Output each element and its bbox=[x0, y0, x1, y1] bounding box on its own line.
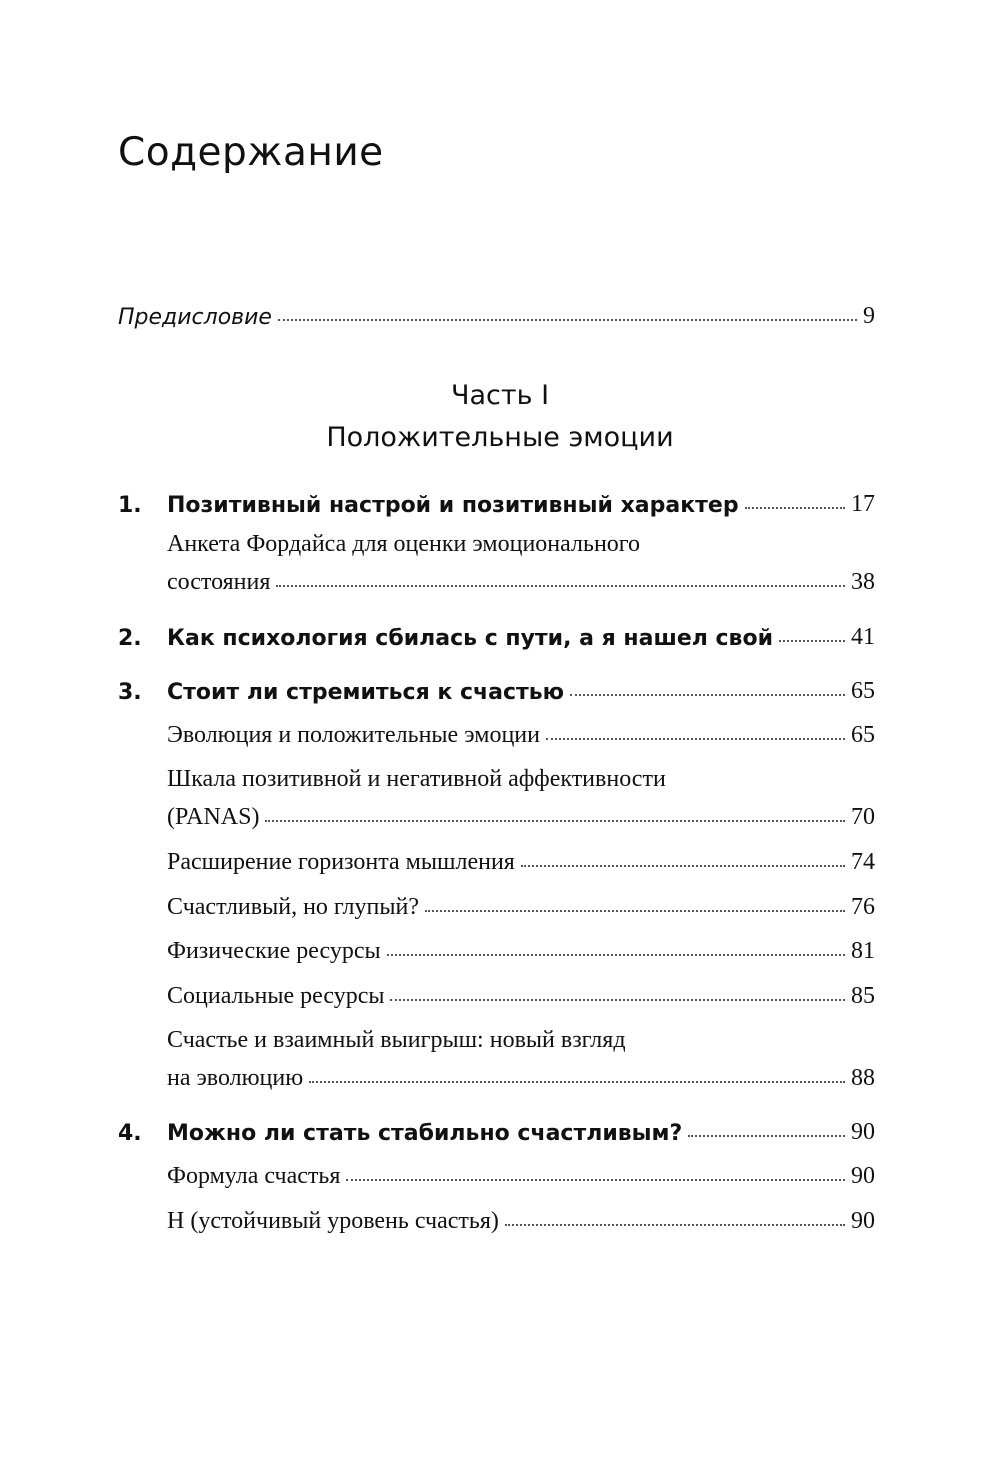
dot-leader bbox=[278, 319, 857, 321]
toc-page-number: 9 bbox=[863, 303, 875, 329]
toc-page-number: 90 bbox=[851, 1119, 875, 1145]
toc-page-number: 90 bbox=[851, 1208, 875, 1234]
toc-chapter-4[interactable] bbox=[0, 1106, 1000, 1146]
toc-page-number: 65 bbox=[851, 678, 875, 704]
section-title: Н (устойчивый уровень счастья) bbox=[167, 1208, 499, 1234]
toc-page-number: 76 bbox=[851, 894, 875, 920]
toc-section-line[interactable] bbox=[0, 1014, 1000, 1054]
toc-section[interactable] bbox=[0, 791, 1000, 831]
toc-section[interactable] bbox=[0, 970, 1000, 1010]
toc-section[interactable] bbox=[0, 925, 1000, 965]
toc-entry-preface[interactable] bbox=[0, 290, 1000, 330]
section-title: (PANAS) bbox=[167, 804, 260, 830]
toc-page-number: 74 bbox=[851, 849, 875, 875]
toc-section-line[interactable] bbox=[0, 518, 1000, 558]
chapter-title: Стоит ли стремиться к счастью bbox=[167, 680, 565, 705]
toc-chapter-2[interactable] bbox=[0, 611, 1000, 651]
section-title: Эволюция и положительные эмоции bbox=[167, 722, 540, 748]
toc-section[interactable] bbox=[0, 1150, 1000, 1190]
section-title: состояния bbox=[167, 569, 271, 595]
section-title: на эволюцию bbox=[167, 1065, 304, 1091]
toc-section-line[interactable] bbox=[0, 753, 1000, 793]
toc-section[interactable] bbox=[0, 881, 1000, 921]
dot-leader bbox=[570, 694, 845, 696]
dot-leader bbox=[688, 1135, 845, 1137]
toc-page-number: 81 bbox=[851, 938, 875, 964]
section-title-line1: Счастье и взаимный выигрыш: новый взгляд bbox=[167, 1027, 626, 1053]
chapter-number: 3. bbox=[118, 680, 142, 705]
toc-page-number: 88 bbox=[851, 1065, 875, 1091]
page-title: Содержание bbox=[118, 130, 384, 175]
toc-page-number: 90 bbox=[851, 1163, 875, 1189]
dot-leader bbox=[779, 640, 845, 642]
toc-section[interactable] bbox=[0, 709, 1000, 749]
toc-section[interactable] bbox=[0, 1195, 1000, 1235]
chapter-number: 4. bbox=[118, 1121, 142, 1146]
part-name: Положительные эмоции bbox=[326, 422, 674, 453]
toc-page-number: 70 bbox=[851, 804, 875, 830]
toc-page-number: 85 bbox=[851, 983, 875, 1009]
dot-leader bbox=[276, 585, 845, 587]
dot-leader bbox=[425, 910, 845, 912]
dot-leader bbox=[387, 954, 845, 956]
dot-leader bbox=[505, 1224, 845, 1226]
toc-page-number: 65 bbox=[851, 722, 875, 748]
dot-leader bbox=[745, 507, 845, 509]
chapter-number: 1. bbox=[118, 493, 142, 518]
section-title: Физические ресурсы bbox=[167, 938, 381, 964]
toc-chapter-3[interactable] bbox=[0, 665, 1000, 705]
part-number: Часть I bbox=[450, 380, 550, 411]
section-title-line1: Шкала позитивной и негативной аффективности bbox=[167, 766, 666, 792]
toc-section[interactable] bbox=[0, 836, 1000, 876]
toc-page-number: 17 bbox=[851, 491, 875, 517]
toc-section[interactable] bbox=[0, 1052, 1000, 1092]
chapter-title: Позитивный настрой и позитивный характер bbox=[167, 493, 739, 518]
chapter-title: Можно ли стать стабильно счастливым? bbox=[167, 1121, 683, 1146]
dot-leader bbox=[521, 865, 845, 867]
section-title: Формула счастья bbox=[167, 1163, 341, 1189]
section-title-line1: Анкета Фордайса для оценки эмоционального bbox=[167, 531, 641, 557]
dot-leader bbox=[546, 738, 845, 740]
dot-leader bbox=[265, 820, 845, 822]
dot-leader bbox=[390, 999, 845, 1001]
toc-chapter-1[interactable] bbox=[0, 478, 1000, 518]
toc-page-number: 41 bbox=[851, 624, 875, 650]
chapter-title: Как психология сбилась с пути, а я нашел свой bbox=[167, 626, 773, 651]
toc-entry-label: Предисловие bbox=[118, 305, 272, 330]
dot-leader bbox=[346, 1179, 845, 1181]
section-title: Расширение горизонта мышления bbox=[167, 849, 515, 875]
section-title: Социальные ресурсы bbox=[167, 983, 385, 1009]
toc-page-number: 38 bbox=[851, 569, 875, 595]
section-title: Счастливый, но глупый? bbox=[167, 894, 419, 920]
chapter-number: 2. bbox=[118, 626, 142, 651]
toc-section[interactable] bbox=[0, 556, 1000, 596]
dot-leader bbox=[309, 1081, 845, 1083]
